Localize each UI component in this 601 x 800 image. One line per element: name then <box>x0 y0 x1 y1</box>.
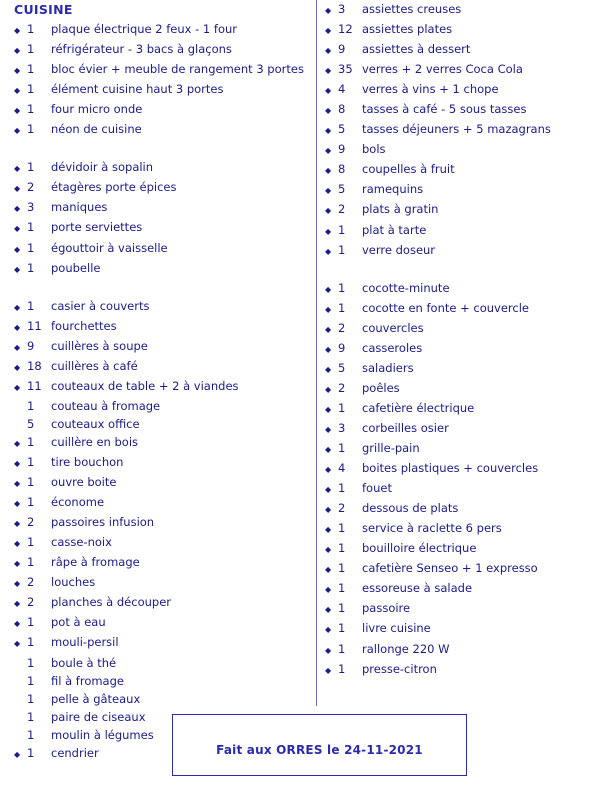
item-label: bols <box>362 142 386 157</box>
item-quantity: 1 <box>27 455 35 470</box>
bullet-icon: ◆ <box>14 539 21 549</box>
item-quantity: 1 <box>338 581 346 596</box>
item-label: rallonge 220 W <box>362 641 450 656</box>
bullet-icon: ◆ <box>325 364 332 374</box>
item-quantity: 2 <box>27 575 35 590</box>
item-label: cendrier <box>51 745 99 760</box>
bullet-icon: ◆ <box>14 599 21 609</box>
list-item <box>325 221 601 241</box>
list-spacer <box>14 140 299 158</box>
list-item <box>325 299 601 319</box>
list-item <box>325 160 601 180</box>
list-item <box>14 690 299 708</box>
list-item <box>14 100 299 120</box>
list-item <box>14 120 299 140</box>
list-item <box>14 533 299 553</box>
list-item <box>14 178 299 198</box>
item-label: grille-pain <box>362 441 420 456</box>
item-quantity: 1 <box>27 673 35 688</box>
item-label: service à raclette 6 pers <box>362 521 502 536</box>
item-label: presse-citron <box>362 661 437 676</box>
item-quantity: 1 <box>27 655 35 670</box>
item-quantity: 1 <box>338 561 346 576</box>
left-item-list <box>14 20 304 764</box>
bullet-icon: ◆ <box>14 519 21 529</box>
item-label: maniques <box>51 200 108 215</box>
item-label: bloc évier + meuble de rangement 3 portes <box>51 62 304 77</box>
item-quantity: 1 <box>27 160 35 175</box>
item-label: plats à gratin <box>362 202 439 217</box>
item-label: ouvre boite <box>51 475 117 490</box>
item-quantity: 35 <box>338 62 353 77</box>
item-label: tire bouchon <box>51 455 124 470</box>
page-title: CUISINE <box>14 2 73 17</box>
item-quantity: 1 <box>27 745 35 760</box>
bullet-icon: ◆ <box>14 224 21 234</box>
item-quantity: 1 <box>27 434 35 449</box>
bullet-icon: ◆ <box>14 342 21 352</box>
item-quantity: 5 <box>27 416 35 431</box>
list-item <box>325 579 601 599</box>
item-quantity: 1 <box>338 300 346 315</box>
item-quantity: 9 <box>27 338 35 353</box>
item-label: essoreuse à salade <box>362 581 473 596</box>
item-label: dessous de plats <box>362 501 459 516</box>
item-quantity: 1 <box>27 42 35 57</box>
item-label: assiettes à dessert <box>362 42 471 57</box>
item-label: poêles <box>362 380 400 395</box>
item-label: bouilloire électrique <box>362 541 477 556</box>
bullet-icon: ◆ <box>325 206 332 216</box>
item-label: néon de cuisine <box>51 122 142 137</box>
list-item <box>325 499 601 519</box>
list-item <box>14 553 299 573</box>
bullet-icon: ◆ <box>325 404 332 414</box>
item-quantity: 1 <box>27 475 35 490</box>
item-quantity: 9 <box>338 142 346 157</box>
bullet-icon: ◆ <box>325 126 332 136</box>
right-item-list <box>325 0 601 680</box>
list-item <box>14 357 299 377</box>
item-label: cuillères à soupe <box>51 338 148 353</box>
item-quantity: 1 <box>27 22 35 36</box>
item-label: verres + 2 verres Coca Cola <box>362 62 523 77</box>
item-label: pelle à gâteaux <box>51 691 141 706</box>
item-label: mouli-persil <box>51 635 119 650</box>
list-item <box>325 439 601 459</box>
bullet-icon: ◆ <box>325 26 332 36</box>
item-quantity: 5 <box>338 122 346 137</box>
item-label: planches à découper <box>51 595 171 610</box>
bullet-icon: ◆ <box>325 585 332 595</box>
item-label: passoires infusion <box>51 515 155 530</box>
list-item <box>14 633 299 653</box>
bullet-icon: ◆ <box>325 605 332 615</box>
bullet-icon: ◆ <box>14 106 21 116</box>
item-quantity: 1 <box>27 122 35 137</box>
item-label: couteau à fromage <box>51 398 161 413</box>
item-quantity: 1 <box>338 280 346 295</box>
item-quantity: 1 <box>27 495 35 510</box>
item-label: coupelles à fruit <box>362 162 455 177</box>
item-quantity: 1 <box>338 601 346 616</box>
bullet-icon: ◆ <box>325 485 332 495</box>
list-item <box>325 359 601 379</box>
bullet-icon: ◆ <box>325 106 332 116</box>
item-label: casseroles <box>362 340 423 355</box>
item-quantity: 1 <box>338 621 346 636</box>
list-item <box>325 399 601 419</box>
item-quantity: 1 <box>27 555 35 570</box>
item-quantity: 2 <box>338 501 346 516</box>
bullet-icon: ◆ <box>14 66 21 76</box>
list-item <box>325 479 601 499</box>
item-quantity: 11 <box>27 378 42 393</box>
item-quantity: 2 <box>338 202 346 217</box>
bullet-icon: ◆ <box>14 749 21 759</box>
list-item <box>14 40 299 60</box>
list-item <box>325 180 601 200</box>
list-item <box>325 539 601 559</box>
item-quantity: 1 <box>27 635 35 650</box>
item-quantity: 8 <box>338 162 346 177</box>
bullet-icon: ◆ <box>325 625 332 635</box>
bullet-icon: ◆ <box>14 264 21 274</box>
item-label: égouttoir à vaisselle <box>51 240 168 255</box>
item-label: couteaux office <box>51 416 140 431</box>
list-item <box>325 0 601 20</box>
item-quantity: 5 <box>338 182 346 197</box>
bullet-icon: ◆ <box>325 226 332 236</box>
bullet-icon: ◆ <box>325 525 332 535</box>
bullet-icon: ◆ <box>325 445 332 455</box>
item-label: élément cuisine haut 3 portes <box>51 82 224 97</box>
bullet-icon: ◆ <box>325 166 332 176</box>
bullet-icon: ◆ <box>325 304 332 314</box>
list-item <box>14 473 299 493</box>
list-item <box>14 297 299 317</box>
item-label: fouet <box>362 481 392 496</box>
item-quantity: 1 <box>338 222 346 237</box>
list-item <box>325 100 601 120</box>
list-item <box>325 200 601 220</box>
item-label: cafetière électrique <box>362 400 475 415</box>
item-label: fourchettes <box>51 318 117 333</box>
list-item <box>14 218 299 238</box>
bullet-icon: ◆ <box>325 384 332 394</box>
item-label: cocotte en fonte + couvercle <box>362 300 529 315</box>
item-label: ramequins <box>362 182 424 197</box>
item-quantity: 1 <box>27 260 35 275</box>
list-item <box>14 453 299 473</box>
list-item <box>14 415 299 433</box>
item-quantity: 1 <box>338 641 346 656</box>
item-label: étagères porte épices <box>51 180 177 195</box>
list-item <box>325 339 601 359</box>
list-item <box>325 459 601 479</box>
list-item <box>325 379 601 399</box>
item-label: casier à couverts <box>51 298 150 313</box>
bullet-icon: ◆ <box>325 324 332 334</box>
list-item <box>14 573 299 593</box>
bullet-icon: ◆ <box>14 86 21 96</box>
item-label: tasses à café - 5 sous tasses <box>362 102 527 117</box>
item-label: plaque électrique 2 feux - 1 four <box>51 22 238 36</box>
item-quantity: 1 <box>338 242 346 257</box>
item-label: dévidoir à sopalin <box>51 160 154 175</box>
item-label: casse-noix <box>51 535 112 550</box>
item-label: cafetière Senseo + 1 expresso <box>362 561 538 576</box>
bullet-icon: ◆ <box>325 344 332 354</box>
item-quantity: 4 <box>338 82 346 97</box>
item-label: verre doseur <box>362 242 436 257</box>
list-item <box>14 433 299 453</box>
list-spacer <box>325 261 601 279</box>
item-quantity: 12 <box>338 22 353 37</box>
item-quantity: 1 <box>27 727 35 742</box>
list-item <box>14 239 299 259</box>
list-item <box>325 619 601 639</box>
list-item <box>325 599 601 619</box>
item-quantity: 1 <box>27 535 35 550</box>
item-label: boites plastiques + couvercles <box>362 461 539 476</box>
item-label: cuillères à café <box>51 358 138 373</box>
bullet-icon: ◆ <box>14 479 21 489</box>
item-label: réfrigérateur - 3 bacs à glaçons <box>51 42 232 57</box>
item-label: assiettes creuses <box>362 2 462 16</box>
list-item <box>14 20 299 40</box>
item-quantity: 1 <box>27 709 35 724</box>
bullet-icon: ◆ <box>14 302 21 312</box>
list-item <box>325 640 601 660</box>
item-quantity: 1 <box>338 400 346 415</box>
item-quantity: 18 <box>27 358 42 373</box>
bullet-icon: ◆ <box>14 362 21 372</box>
bullet-icon: ◆ <box>14 164 21 174</box>
item-label: fil à fromage <box>51 673 124 688</box>
list-item <box>325 40 601 60</box>
bullet-icon: ◆ <box>14 438 21 448</box>
item-quantity: 1 <box>338 441 346 456</box>
item-quantity: 1 <box>27 691 35 706</box>
item-quantity: 1 <box>338 521 346 536</box>
footer-text: Fait aux ORRES le 24-11-2021 <box>216 743 423 757</box>
bullet-icon: ◆ <box>14 46 21 56</box>
item-label: verres à vins + 1 chope <box>362 82 499 97</box>
bullet-icon: ◆ <box>14 499 21 509</box>
item-label: tasses déjeuners + 5 mazagrans <box>362 122 551 137</box>
item-label: cuillère en bois <box>51 434 139 449</box>
list-item <box>14 613 299 633</box>
bullet-icon: ◆ <box>325 505 332 515</box>
list-item <box>14 337 299 357</box>
item-label: pot à eau <box>51 615 106 630</box>
list-item <box>14 60 304 80</box>
list-item <box>325 20 601 40</box>
column-divider <box>316 0 317 706</box>
list-item <box>325 60 601 80</box>
list-item <box>325 660 601 680</box>
item-quantity: 2 <box>27 595 35 610</box>
bullet-icon: ◆ <box>14 459 21 469</box>
item-label: râpe à fromage <box>51 555 140 570</box>
list-item <box>325 241 601 261</box>
item-quantity: 1 <box>27 615 35 630</box>
bullet-icon: ◆ <box>14 126 21 136</box>
item-label: boule à thé <box>51 655 117 670</box>
bullet-icon: ◆ <box>325 465 332 475</box>
bullet-icon: ◆ <box>14 559 21 569</box>
list-item <box>14 593 299 613</box>
list-item <box>14 158 299 178</box>
item-quantity: 1 <box>27 82 35 97</box>
bullet-icon: ◆ <box>14 382 21 392</box>
item-label: couvercles <box>362 320 424 335</box>
item-label: porte serviettes <box>51 220 143 235</box>
list-item <box>325 519 601 539</box>
bullet-icon: ◆ <box>14 639 21 649</box>
item-quantity: 1 <box>338 661 346 676</box>
bullet-icon: ◆ <box>325 545 332 555</box>
bullet-icon: ◆ <box>325 66 332 76</box>
list-item <box>325 319 601 339</box>
item-label: passoire <box>362 601 411 616</box>
item-quantity: 3 <box>338 2 346 16</box>
list-item <box>325 279 601 299</box>
item-label: plat à tarte <box>362 222 427 237</box>
item-quantity: 1 <box>27 220 35 235</box>
list-item <box>14 513 299 533</box>
list-item <box>325 120 601 140</box>
item-label: paire de ciseaux <box>51 709 146 724</box>
item-quantity: 2 <box>27 180 35 195</box>
bullet-icon: ◆ <box>325 424 332 434</box>
bullet-icon: ◆ <box>325 246 332 256</box>
bullet-icon: ◆ <box>14 322 21 332</box>
list-item <box>14 198 299 218</box>
item-quantity: 9 <box>338 340 346 355</box>
list-item <box>14 317 299 337</box>
item-quantity: 9 <box>338 42 346 57</box>
bullet-icon: ◆ <box>325 46 332 56</box>
bullet-icon: ◆ <box>325 665 332 675</box>
bullet-icon: ◆ <box>325 645 332 655</box>
list-item <box>325 559 601 579</box>
item-label: livre cuisine <box>362 621 431 636</box>
bullet-icon: ◆ <box>325 86 332 96</box>
bullet-icon: ◆ <box>14 204 21 214</box>
item-label: louches <box>51 575 96 590</box>
list-item <box>325 419 601 439</box>
bullet-icon: ◆ <box>325 6 332 15</box>
item-label: four micro onde <box>51 102 143 117</box>
item-quantity: 2 <box>338 380 346 395</box>
item-quantity: 1 <box>27 240 35 255</box>
item-label: corbeilles osier <box>362 420 449 435</box>
bullet-icon: ◆ <box>325 146 332 156</box>
item-quantity: 1 <box>27 102 35 117</box>
item-label: saladiers <box>362 360 414 375</box>
item-quantity: 1 <box>27 298 35 313</box>
list-spacer <box>14 279 299 297</box>
bullet-icon: ◆ <box>325 186 332 196</box>
item-label: assiettes plates <box>362 22 453 37</box>
list-item <box>14 259 299 279</box>
item-quantity: 8 <box>338 102 346 117</box>
item-quantity: 3 <box>27 200 35 215</box>
bullet-icon: ◆ <box>14 619 21 629</box>
left-column <box>14 0 304 764</box>
item-label: couteaux de table + 2 à viandes <box>51 378 239 393</box>
bullet-icon: ◆ <box>325 284 332 294</box>
right-column <box>325 0 601 680</box>
item-quantity: 2 <box>338 320 346 335</box>
item-quantity: 1 <box>338 481 346 496</box>
item-label: cocotte-minute <box>362 280 450 295</box>
item-label: moulin à légumes <box>51 727 154 742</box>
item-quantity: 1 <box>27 398 35 413</box>
list-item <box>14 493 299 513</box>
bullet-icon: ◆ <box>14 579 21 589</box>
list-item <box>325 140 601 160</box>
item-quantity: 2 <box>27 515 35 530</box>
item-quantity: 3 <box>338 420 346 435</box>
list-item <box>14 672 299 690</box>
list-item <box>14 80 299 100</box>
bullet-icon: ◆ <box>14 244 21 254</box>
list-item <box>14 377 299 397</box>
item-quantity: 4 <box>338 461 346 476</box>
item-quantity: 1 <box>27 62 35 77</box>
item-label: poubelle <box>51 260 101 275</box>
list-item <box>14 397 299 415</box>
item-quantity: 1 <box>338 541 346 556</box>
footer-box <box>172 714 467 776</box>
bullet-icon: ◆ <box>14 26 21 35</box>
bullet-icon: ◆ <box>14 184 21 194</box>
list-item <box>325 80 601 100</box>
item-label: économe <box>51 495 105 510</box>
item-quantity: 5 <box>338 360 346 375</box>
item-quantity: 11 <box>27 318 42 333</box>
bullet-icon: ◆ <box>325 565 332 575</box>
list-item <box>14 654 299 672</box>
